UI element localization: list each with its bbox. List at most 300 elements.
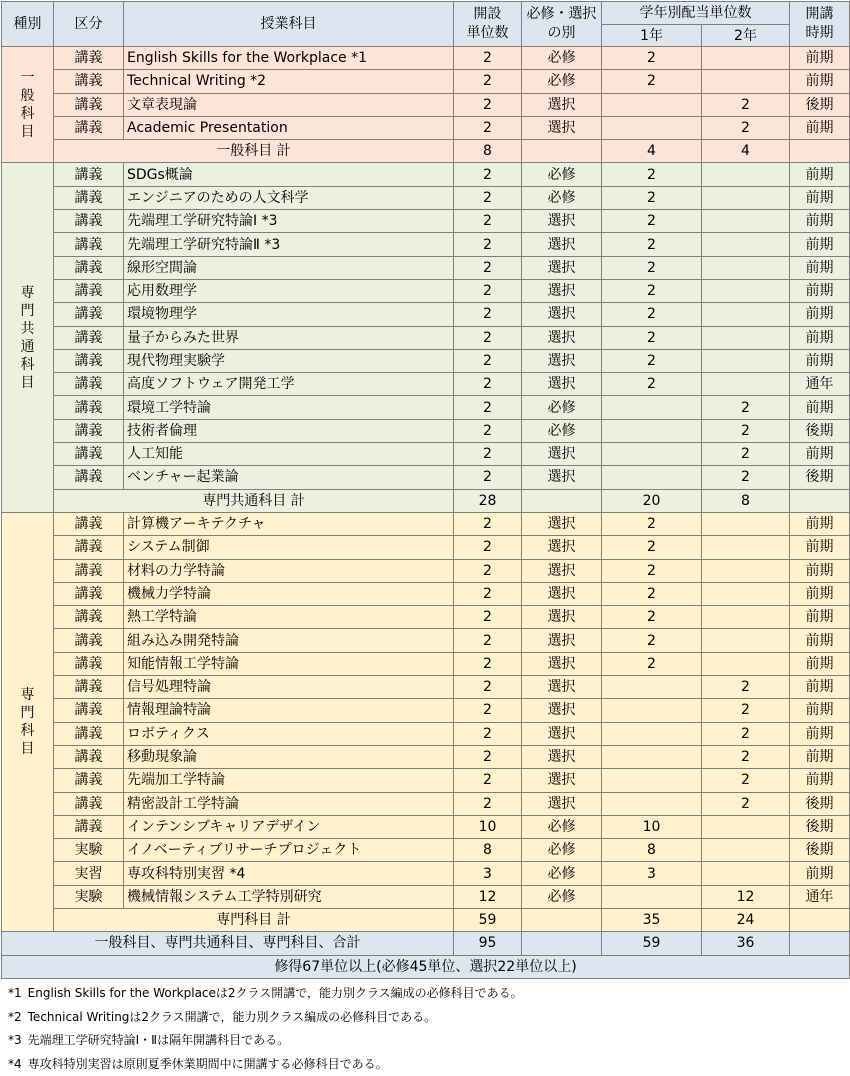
subtotal-term — [790, 489, 850, 512]
grand-total-requirement — [522, 932, 602, 955]
term-cell: 前期 — [790, 443, 850, 466]
table-row — [2, 652, 850, 675]
year2-cell: 12 — [702, 885, 790, 908]
year2-cell: 2 — [702, 116, 790, 139]
subject-cell: 熱工学特論 — [124, 606, 454, 629]
requirement-cell: 選択 — [522, 233, 602, 256]
term-cell: 前期 — [790, 862, 850, 885]
requirement-cell: 必修 — [522, 47, 602, 70]
year2-cell: 2 — [702, 396, 790, 419]
credits-cell: 2 — [454, 70, 522, 93]
year1-cell — [602, 419, 702, 442]
term-cell: 前期 — [790, 186, 850, 209]
term-cell: 前期 — [790, 559, 850, 582]
term-cell: 後期 — [790, 466, 850, 489]
credits-cell: 2 — [454, 233, 522, 256]
year2-cell — [702, 559, 790, 582]
footnotes — [8, 982, 838, 1076]
requirement-cell: 選択 — [522, 373, 602, 396]
type-cell: 講義 — [54, 303, 124, 326]
requirement-cell: 選択 — [522, 93, 602, 116]
credits-cell: 2 — [454, 116, 522, 139]
year1-cell: 2 — [602, 373, 702, 396]
year1-cell: 8 — [602, 839, 702, 862]
type-cell: 講義 — [54, 70, 124, 93]
credits-cell: 2 — [454, 676, 522, 699]
term-cell: 後期 — [790, 792, 850, 815]
credits-cell: 2 — [454, 303, 522, 326]
header-requirement-line2: の別 — [548, 25, 576, 41]
year1-cell — [602, 443, 702, 466]
type-cell: 講義 — [54, 256, 124, 279]
type-cell: 講義 — [54, 466, 124, 489]
footnote-text: 専攻科特別実習は原則夏季休業期間中に開講する必修科目である。 — [28, 1057, 388, 1071]
requirement-cell: 選択 — [522, 676, 602, 699]
year2-cell — [702, 582, 790, 605]
year2-cell: 2 — [702, 769, 790, 792]
table-row — [2, 419, 850, 442]
requirement-cell: 選択 — [522, 443, 602, 466]
table-row — [2, 373, 850, 396]
subtotal-year2: 4 — [702, 140, 790, 163]
header-year2: 2年 — [702, 25, 790, 47]
subtotal-label: 一般科目 計 — [54, 140, 454, 163]
term-cell: 後期 — [790, 839, 850, 862]
year1-cell: 2 — [602, 349, 702, 372]
subtotal-year2: 24 — [702, 908, 790, 931]
header-category: 種別 — [2, 2, 54, 47]
credits-cell: 2 — [454, 443, 522, 466]
requirement-cell: 選択 — [522, 256, 602, 279]
table-row — [2, 233, 850, 256]
term-cell: 前期 — [790, 606, 850, 629]
year1-cell: 2 — [602, 582, 702, 605]
grand-total-row — [2, 932, 850, 955]
subject-cell: 技術者倫理 — [124, 419, 454, 442]
subject-cell: 先端理工学研究特論Ⅱ *3 — [124, 233, 454, 256]
type-cell: 講義 — [54, 326, 124, 349]
year1-cell — [602, 745, 702, 768]
year2-cell — [702, 652, 790, 675]
subtotal-requirement — [522, 140, 602, 163]
subject-cell: Academic Presentation — [124, 116, 454, 139]
year2-cell: 2 — [702, 466, 790, 489]
year1-cell: 2 — [602, 186, 702, 209]
table-row — [2, 885, 850, 908]
type-cell: 講義 — [54, 93, 124, 116]
subtotal-year2: 8 — [702, 489, 790, 512]
requirement-cell: 選択 — [522, 606, 602, 629]
term-cell: 後期 — [790, 815, 850, 838]
footnote-mark: *3 — [8, 1033, 22, 1047]
header-credits-line1: 開設 — [474, 6, 502, 22]
year2-cell: 2 — [702, 419, 790, 442]
subject-cell: 文章表現論 — [124, 93, 454, 116]
credits-cell: 2 — [454, 536, 522, 559]
table-row — [2, 256, 850, 279]
header-credits-line2: 単位数 — [467, 25, 509, 41]
table-row — [2, 769, 850, 792]
year2-cell — [702, 279, 790, 302]
credits-cell: 2 — [454, 722, 522, 745]
requirement-cell: 選択 — [522, 512, 602, 535]
term-cell: 前期 — [790, 116, 850, 139]
header-credits — [454, 2, 522, 47]
year2-cell — [702, 233, 790, 256]
table-row — [2, 536, 850, 559]
subtotal-term — [790, 140, 850, 163]
year2-cell: 2 — [702, 676, 790, 699]
term-cell: 後期 — [790, 93, 850, 116]
type-cell: 実験 — [54, 885, 124, 908]
year2-cell — [702, 606, 790, 629]
requirement-cell: 必修 — [522, 163, 602, 186]
year2-cell — [702, 862, 790, 885]
year1-cell: 2 — [602, 163, 702, 186]
requirement-cell: 選択 — [522, 466, 602, 489]
requirement-row — [2, 955, 850, 978]
credits-cell: 2 — [454, 559, 522, 582]
subject-cell: 高度ソフトウェア開発工学 — [124, 373, 454, 396]
table-row — [2, 559, 850, 582]
header-requirement — [522, 2, 602, 47]
year2-cell — [702, 163, 790, 186]
category-label: 専 門 科 目 — [21, 687, 35, 757]
subject-cell: イノベーティブリサーチプロジェクト — [124, 839, 454, 862]
year1-cell: 2 — [602, 559, 702, 582]
subject-cell: 情報理論特論 — [124, 699, 454, 722]
year1-cell: 2 — [602, 47, 702, 70]
year2-cell: 2 — [702, 93, 790, 116]
year2-cell: 2 — [702, 722, 790, 745]
table-row — [2, 862, 850, 885]
credits-cell: 2 — [454, 163, 522, 186]
requirement-cell: 選択 — [522, 629, 602, 652]
table-row — [2, 839, 850, 862]
type-cell: 講義 — [54, 559, 124, 582]
subtotal-requirement — [522, 908, 602, 931]
subject-cell: 精密設計工学特論 — [124, 792, 454, 815]
subtotal-credits: 59 — [454, 908, 522, 931]
subject-cell: 計算機アーキテクチャ — [124, 512, 454, 535]
term-cell: 前期 — [790, 652, 850, 675]
year1-cell — [602, 93, 702, 116]
credits-cell: 2 — [454, 279, 522, 302]
subject-cell: Technical Writing *2 — [124, 70, 454, 93]
type-cell: 講義 — [54, 116, 124, 139]
requirement-cell: 必修 — [522, 419, 602, 442]
term-cell: 前期 — [790, 256, 850, 279]
requirement-cell: 選択 — [522, 745, 602, 768]
header-type: 区分 — [54, 2, 124, 47]
subtotal-label: 専門共通科目 計 — [54, 489, 454, 512]
term-cell: 前期 — [790, 70, 850, 93]
year1-cell — [602, 769, 702, 792]
year1-cell: 2 — [602, 606, 702, 629]
table-row — [2, 815, 850, 838]
subject-cell: 先端理工学研究特論Ⅰ *3 — [124, 210, 454, 233]
table-row — [2, 396, 850, 419]
header-term-line2: 時期 — [806, 25, 834, 41]
credits-cell: 2 — [454, 769, 522, 792]
year2-cell: 2 — [702, 699, 790, 722]
table-row — [2, 443, 850, 466]
table-row — [2, 606, 850, 629]
grand-total-label: 一般科目、専門共通科目、専門科目、合計 — [2, 932, 454, 955]
year2-cell: 2 — [702, 745, 790, 768]
subject-cell: 人工知能 — [124, 443, 454, 466]
type-cell: 講義 — [54, 396, 124, 419]
table-row — [2, 279, 850, 302]
credits-cell: 2 — [454, 373, 522, 396]
type-cell: 講義 — [54, 163, 124, 186]
header-year-group: 学年別配当単位数 — [602, 2, 790, 25]
credits-cell: 2 — [454, 396, 522, 419]
header-row-1 — [2, 2, 850, 25]
type-cell: 講義 — [54, 722, 124, 745]
requirement-cell: 選択 — [522, 652, 602, 675]
type-cell: 講義 — [54, 47, 124, 70]
year1-cell: 3 — [602, 862, 702, 885]
footnote-mark: *1 — [8, 986, 22, 1000]
term-cell: 前期 — [790, 769, 850, 792]
footnote-1 — [8, 982, 838, 1006]
category-label: 専 門 共 通 科 目 — [21, 285, 35, 391]
subtotal-year1: 20 — [602, 489, 702, 512]
year2-cell: 2 — [702, 792, 790, 815]
subtotal-requirement — [522, 489, 602, 512]
credits-cell: 2 — [454, 792, 522, 815]
requirement-cell: 必修 — [522, 70, 602, 93]
subtotal-credits: 28 — [454, 489, 522, 512]
footnote-mark: *4 — [8, 1057, 22, 1071]
year2-cell — [702, 70, 790, 93]
subject-cell: SDGs概論 — [124, 163, 454, 186]
type-cell: 講義 — [54, 419, 124, 442]
credits-cell: 3 — [454, 862, 522, 885]
type-cell: 講義 — [54, 676, 124, 699]
credits-cell: 2 — [454, 256, 522, 279]
table-row — [2, 466, 850, 489]
year1-cell: 2 — [602, 536, 702, 559]
subject-cell: 材料の力学特論 — [124, 559, 454, 582]
year2-cell — [702, 629, 790, 652]
credits-cell: 2 — [454, 210, 522, 233]
table-row — [2, 93, 850, 116]
term-cell: 前期 — [790, 676, 850, 699]
type-cell: 実験 — [54, 839, 124, 862]
subject-cell: ベンチャー起業論 — [124, 466, 454, 489]
subtotal-year1: 35 — [602, 908, 702, 931]
subject-cell: 機械力学特論 — [124, 582, 454, 605]
year1-cell — [602, 885, 702, 908]
subject-cell: 信号処理特論 — [124, 676, 454, 699]
table-row — [2, 676, 850, 699]
table-row — [2, 303, 850, 326]
type-cell: 講義 — [54, 769, 124, 792]
table-row — [2, 629, 850, 652]
requirement-cell: 選択 — [522, 210, 602, 233]
subject-cell: 移動現象論 — [124, 745, 454, 768]
subject-cell: ロボティクス — [124, 722, 454, 745]
category-cell — [2, 47, 54, 163]
credits-cell: 2 — [454, 326, 522, 349]
term-cell: 前期 — [790, 326, 850, 349]
credits-cell: 2 — [454, 93, 522, 116]
type-cell: 講義 — [54, 349, 124, 372]
type-cell: 講義 — [54, 443, 124, 466]
type-cell: 講義 — [54, 792, 124, 815]
subject-cell: 応用数理学 — [124, 279, 454, 302]
requirement-cell: 選択 — [522, 279, 602, 302]
header-term-line1: 開講 — [806, 6, 834, 22]
type-cell: 講義 — [54, 210, 124, 233]
year1-cell: 2 — [602, 512, 702, 535]
subtotal-label: 専門科目 計 — [54, 908, 454, 931]
table-row — [2, 722, 850, 745]
year1-cell: 2 — [602, 652, 702, 675]
type-cell: 講義 — [54, 815, 124, 838]
year2-cell — [702, 256, 790, 279]
subject-cell: 専攻科特別実習 *4 — [124, 862, 454, 885]
term-cell: 前期 — [790, 629, 850, 652]
subject-cell: 線形空間論 — [124, 256, 454, 279]
requirement-cell: 必修 — [522, 186, 602, 209]
subtotal-credits: 8 — [454, 140, 522, 163]
requirement-cell: 選択 — [522, 722, 602, 745]
requirement-cell: 必修 — [522, 396, 602, 419]
term-cell: 前期 — [790, 536, 850, 559]
year2-cell — [702, 47, 790, 70]
header-requirement-line1: 必修・選択 — [527, 6, 597, 22]
subtotal-row — [2, 140, 850, 163]
subtotal-row — [2, 489, 850, 512]
credits-cell: 2 — [454, 186, 522, 209]
grand-total-year2: 36 — [702, 932, 790, 955]
type-cell: 講義 — [54, 186, 124, 209]
year1-cell: 2 — [602, 326, 702, 349]
credits-cell: 2 — [454, 629, 522, 652]
term-cell: 通年 — [790, 373, 850, 396]
year2-cell — [702, 210, 790, 233]
requirement-cell: 必修 — [522, 839, 602, 862]
table-row — [2, 512, 850, 535]
year2-cell — [702, 303, 790, 326]
term-cell: 前期 — [790, 210, 850, 233]
header-subject: 授業科目 — [124, 2, 454, 47]
type-cell: 講義 — [54, 699, 124, 722]
credits-cell: 2 — [454, 466, 522, 489]
footnote-mark: *2 — [8, 1010, 22, 1024]
subject-cell: インテンシブキャリアデザイン — [124, 815, 454, 838]
year1-cell: 2 — [602, 256, 702, 279]
category-cell — [2, 512, 54, 931]
footnote-text: 先端理工学研究特論Ⅰ・Ⅱは隔年開講科目である。 — [28, 1033, 289, 1047]
table-row — [2, 349, 850, 372]
table-row — [2, 116, 850, 139]
term-cell: 前期 — [790, 163, 850, 186]
requirement-cell: 選択 — [522, 769, 602, 792]
year2-cell — [702, 512, 790, 535]
year2-cell: 2 — [702, 443, 790, 466]
year1-cell — [602, 699, 702, 722]
category-label: 一 般 科 目 — [21, 70, 35, 140]
credits-cell: 2 — [454, 582, 522, 605]
year2-cell — [702, 373, 790, 396]
type-cell: 講義 — [54, 745, 124, 768]
credits-cell: 2 — [454, 349, 522, 372]
type-cell: 講義 — [54, 233, 124, 256]
term-cell: 前期 — [790, 396, 850, 419]
year2-cell — [702, 349, 790, 372]
year2-cell — [702, 186, 790, 209]
term-cell: 前期 — [790, 745, 850, 768]
table-row — [2, 186, 850, 209]
table-row — [2, 163, 850, 186]
requirement-cell: 必修 — [522, 862, 602, 885]
year1-cell: 2 — [602, 210, 702, 233]
table-row — [2, 326, 850, 349]
type-cell: 講義 — [54, 629, 124, 652]
requirement-cell: 必修 — [522, 885, 602, 908]
subject-cell: 組み込み開発特論 — [124, 629, 454, 652]
term-cell: 通年 — [790, 885, 850, 908]
term-cell: 前期 — [790, 279, 850, 302]
year1-cell — [602, 676, 702, 699]
credits-cell: 12 — [454, 885, 522, 908]
type-cell: 講義 — [54, 373, 124, 396]
requirement-cell: 選択 — [522, 303, 602, 326]
type-cell: 講義 — [54, 279, 124, 302]
credits-cell: 2 — [454, 47, 522, 70]
footnote-text: English Skills for the Workplaceは2クラス開講で，能力別クラス編成の必修科目である。 — [28, 986, 523, 1000]
subject-cell: 現代物理実験学 — [124, 349, 454, 372]
year1-cell: 2 — [602, 303, 702, 326]
curriculum-table — [1, 1, 850, 979]
year1-cell: 10 — [602, 815, 702, 838]
year2-cell — [702, 839, 790, 862]
subject-cell: 機械情報システム工学特別研究 — [124, 885, 454, 908]
year1-cell — [602, 792, 702, 815]
table-row — [2, 47, 850, 70]
term-cell: 前期 — [790, 722, 850, 745]
graduation-requirement: 修得67単位以上(必修45単位、選択22単位以上) — [2, 955, 850, 978]
requirement-cell: 選択 — [522, 792, 602, 815]
requirement-cell: 選択 — [522, 326, 602, 349]
term-cell: 前期 — [790, 233, 850, 256]
requirement-cell: 選択 — [522, 582, 602, 605]
credits-cell: 2 — [454, 699, 522, 722]
type-cell: 講義 — [54, 512, 124, 535]
type-cell: 講義 — [54, 582, 124, 605]
header-term — [790, 2, 850, 47]
table-body — [2, 2, 850, 979]
year2-cell — [702, 326, 790, 349]
requirement-cell: 選択 — [522, 559, 602, 582]
credits-cell: 2 — [454, 512, 522, 535]
requirement-cell: 選択 — [522, 116, 602, 139]
term-cell: 前期 — [790, 47, 850, 70]
year1-cell: 2 — [602, 629, 702, 652]
requirement-cell: 選択 — [522, 699, 602, 722]
footnote-4 — [8, 1053, 838, 1076]
credits-cell: 2 — [454, 745, 522, 768]
subtotal-term — [790, 908, 850, 931]
term-cell: 前期 — [790, 303, 850, 326]
requirement-cell: 選択 — [522, 536, 602, 559]
subject-cell: システム制御 — [124, 536, 454, 559]
subtotal-row — [2, 908, 850, 931]
